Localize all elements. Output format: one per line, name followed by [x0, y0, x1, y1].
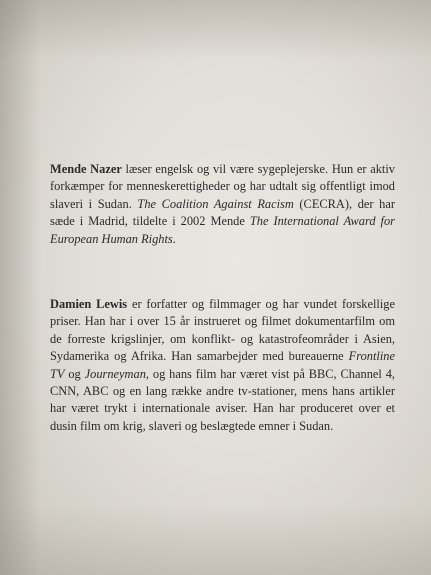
page-shadow-top [0, 0, 431, 60]
bio-mende-nazer [50, 161, 395, 248]
author-name-nazer: Mende Nazer [50, 162, 122, 176]
bio-text: læser engelsk og vil være sygeplejerske. Hun er aktiv forkæmper for menneskerettigheder og har udtalt sig offentligt imod slaveri i Sudan. [50, 162, 395, 211]
bio-text: , og hans film har været vist på BBC, Channel 4, CNN, ABC og en lang række andre tv-stationer, mens hans artikler har været trykt i internationale aviser. Han har produceret over et dusin film om krig, slaveri og beslægtede emner i Sudan. [50, 366, 396, 433]
bio-text: og [64, 366, 85, 381]
bio-text: . [172, 231, 176, 246]
page-shadow-left [0, 0, 40, 575]
bio-damien-lewis [50, 296, 395, 435]
bio-text: (CECRA), der har sæde i Madrid, tildelte i 2002 Mende [50, 196, 395, 229]
bureau-name: Journeyman [84, 366, 146, 381]
organization-title: The Coalition Against Racism [137, 196, 294, 211]
author-name-lewis: Damien Lewis [50, 297, 128, 311]
award-title: The International Award for European Human Rights [50, 214, 395, 246]
bio-text: er forfatter og filmmager og har vundet forskellige priser. Han har i over 15 år instrueret og filmet dokumentarfilm om de forreste krigslinjer, om konflikt- og katastrofeområder i Asien, Sydamerika og Afrika. Han samarbejder med bureauerne [50, 297, 395, 364]
bureau-name: Frontline TV [50, 349, 395, 381]
page-shadow-bottom [0, 505, 431, 575]
